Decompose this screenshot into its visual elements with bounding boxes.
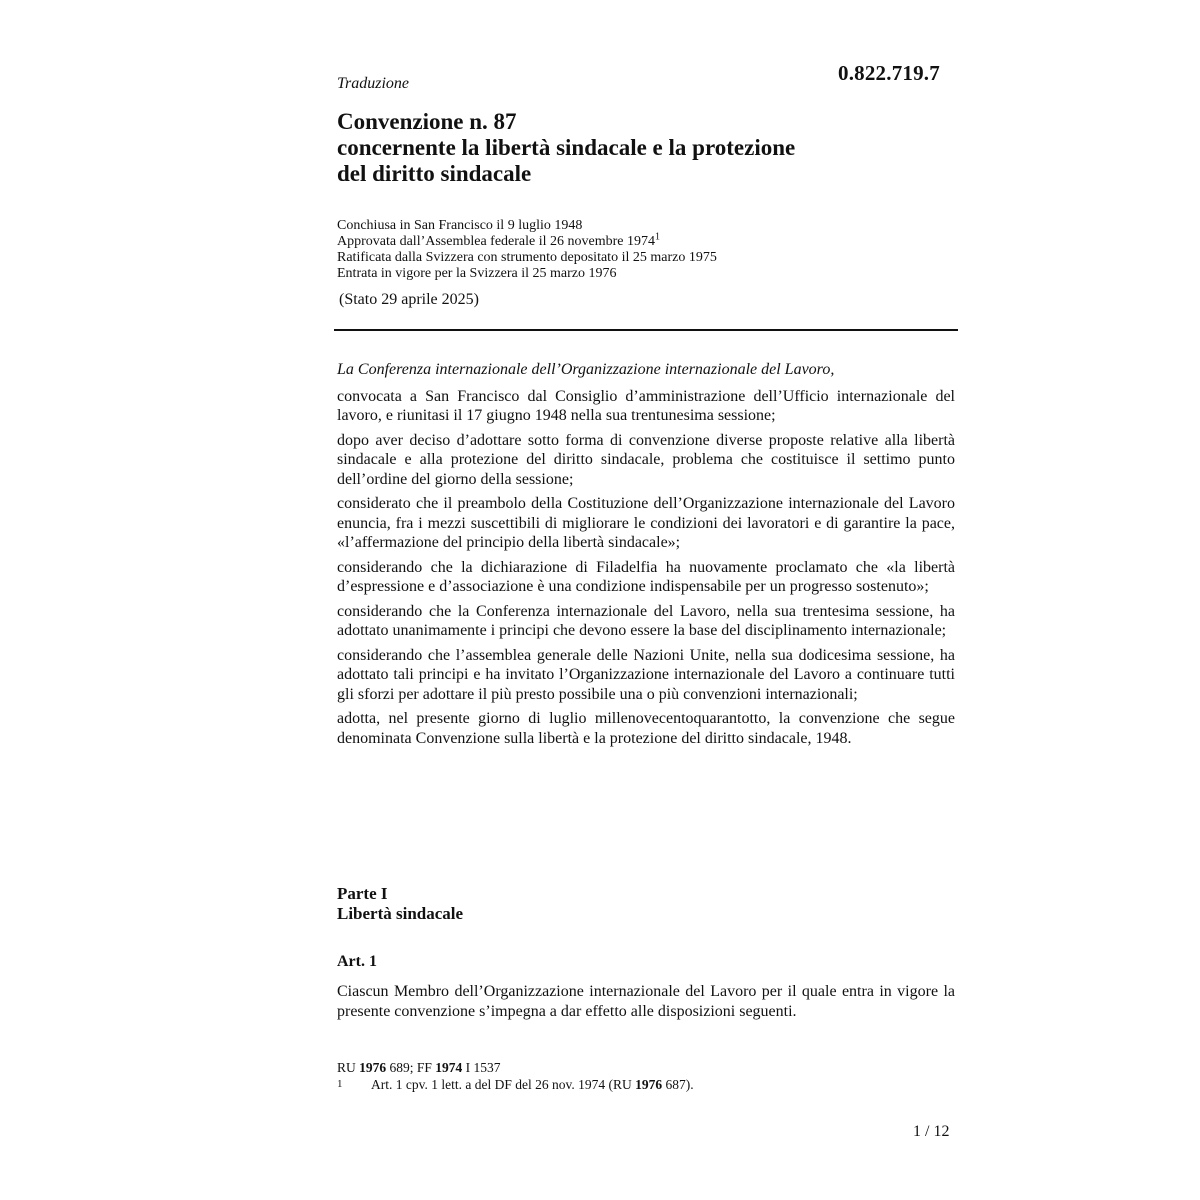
part-title: Libertà sindacale xyxy=(337,904,464,923)
preamble-paragraph: considerato che il preambolo della Costituzione dell’Organizzazione internazionale del Lavoro enuncia, fra i mezzi suscettibili di migliorare le condizioni dei lavoratori e di garantire la pace, «l’affermazione del principio della libertà sindacale»; xyxy=(337,495,955,551)
document-title xyxy=(337,109,937,187)
footnotes xyxy=(337,1059,957,1093)
page-number: 1 / 12 xyxy=(913,1123,950,1140)
ratified-line: Ratificata dalla Svizzera con strumento depositato il 25 marzo 1975 xyxy=(337,250,717,265)
title-line: Convenzione n. 87 xyxy=(337,109,517,134)
title-line: del diritto sindacale xyxy=(337,161,532,186)
in-force-line: Entrata in vigore per la Svizzera il 25 marzo 1976 xyxy=(337,266,617,281)
source-reference: RU 1976 689; FF 1974 I 1537 xyxy=(337,1060,501,1075)
article-heading: Art. 1 xyxy=(337,953,377,970)
footnote-number: 1 xyxy=(337,1078,343,1090)
article-text: Ciascun Membro dell’Organizzazione internazionale del Lavoro per il quale entra in vigore la presente convenzione s’impegna a dar effetto alle disposizioni seguenti. xyxy=(337,983,955,1020)
concluded-line: Conchiusa in San Francisco il 9 luglio 1948 xyxy=(337,218,583,233)
title-line: concernente la libertà sindacale e la protezione xyxy=(337,135,796,160)
status-date: (Stato 29 aprile 2025) xyxy=(339,291,479,308)
preamble-paragraph: considerando che l’assemblea generale delle Nazioni Unite, nella sua dodicesima sessione, ha adottato tali principi e ha invitato l’Organizzazione internazionale del Lavoro a continuare tutti gli sforzi per adottare il più presto possibile una o più convenzioni internazionali; xyxy=(337,646,955,703)
preamble-paragraph: considerando che la Conferenza internazionale del Lavoro, nella sua trentesima sessione, ha adottato unanimamente i principi che devono essere la base del disciplinamento internazionale; xyxy=(337,602,955,639)
preamble-paragraph: considerando che la dichiarazione di Filadelfia ha nuovamente proclamato che «la libertà d’espressione e d’associazione è una condizione indispensabile per un progresso sostenuto»; xyxy=(337,558,955,595)
approved-line xyxy=(337,231,957,250)
approved-text: Approvata dall’Assemblea federale il 26 novembre 1974 xyxy=(337,234,656,249)
part-number: Parte I xyxy=(337,884,388,903)
footnote-1: 1 Art. 1 cpv. 1 lett. a del DF del 26 nov. 1974 (RU 1976 687). xyxy=(337,1077,694,1092)
part-heading xyxy=(337,884,463,924)
preamble-paragraph: dopo aver deciso d’adottare sotto forma di convenzione diverse proposte relative alla libertà sindacale e alla protezione del diritto sindacale, problema che costituisce il settimo punto dell’ordine del giorno della sessione; xyxy=(337,431,955,488)
enactment-metadata xyxy=(337,218,957,282)
preamble-intro: La Conferenza internazionale dell’Organizzazione internazionale del Lavoro, xyxy=(337,361,835,378)
preamble xyxy=(337,360,955,753)
header-divider xyxy=(334,329,958,331)
translation-label: Traduzione xyxy=(337,75,410,92)
preamble-paragraph: adotta, nel presente giorno di luglio millenovecentoquarantotto, la convenzione che segue denominata Convenzione sulla libertà e la protezione del diritto sindacale, 1948. xyxy=(337,710,955,747)
sr-number: 0.822.719.7 xyxy=(838,61,940,85)
footnote-ref-1[interactable]: 1 xyxy=(655,231,661,243)
preamble-paragraph: convocata a San Francisco dal Consiglio d’amministrazione dell’Ufficio internazionale del lavoro, e riunitasi il 17 giugno 1948 nella sua trentunesima sessione; xyxy=(337,387,955,424)
